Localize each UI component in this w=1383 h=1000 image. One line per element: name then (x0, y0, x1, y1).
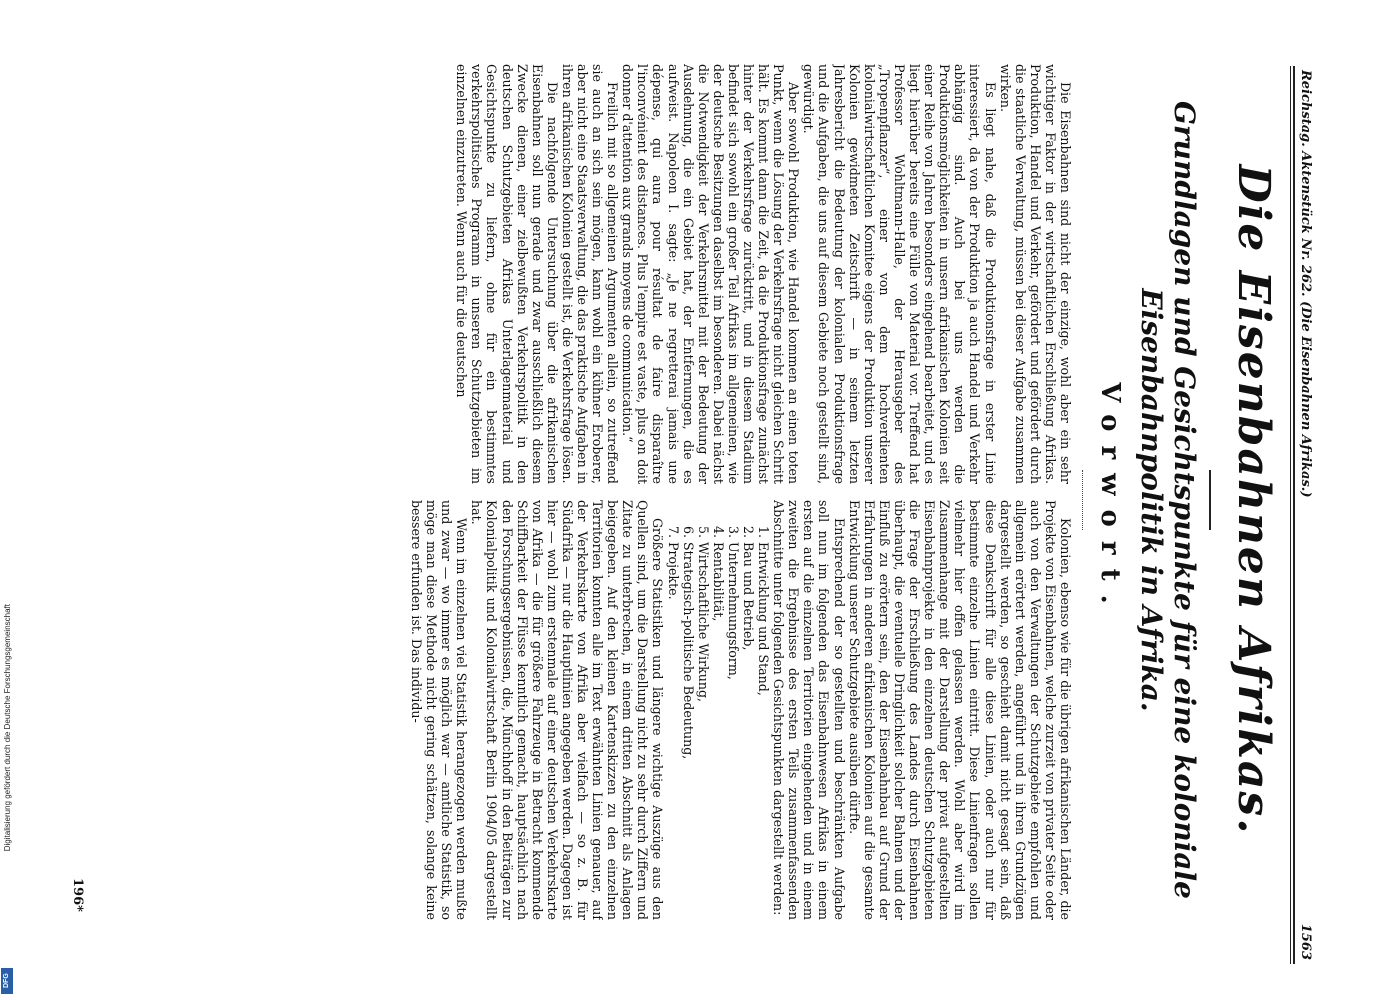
list-item: 3. Unternehmungsform, (726, 542, 741, 920)
paragraph: Wenn im einzelnen viel Statistik herangezogen werden mußte und zwar — wo immer es möglich war — amtliche Statistik, so möge man diese Methode nicht gering schätzen, solange keine bessere erfunden ist. Das individu- (408, 500, 470, 920)
section-divider (1082, 470, 1083, 530)
document-title: Die Eisenbahnen Afrikas. (1228, 164, 1279, 836)
document-subtitle: Grundlagen und Gesichtspunkte für eine koloniale Eisenbahnpolitik in Afrika. (1135, 101, 1201, 899)
header-rule (1293, 66, 1295, 964)
header-rule-thin (1290, 66, 1291, 964)
paragraph: Es liegt nahe, daß die Produktionsfrage in erster Linie interessiert, da von der Produktion ja auch Handel und Verkehr abhängig sind. Auch bei uns werden die Produktionsmöglichkeiten in unsern afrikanischen Kolonien seit einer Reihe von Jahren besonders eingehend bearbeitet, und es liegt hierüber bereits eine Fülle von Material vor. Treffend hat Professor Wohltmann-Halle, der Herausgeber des „Tropenpflanzer“, einer von dem hochverdienten kolonialwirtschaftlichen Komitee eigens der Produktion unserer Kolonien gewidmeten Zeitschrift — in seinem letzten Jahresbericht die Bedeutung der kolonialen Produktionsfrage und die Aufgaben, die uns auf diesem Gebiete noch gestellt sind, gewürdigt. (801, 64, 998, 484)
paragraph: Größere Statistiken und längere wichtige Auszüge aus den Quellen sind, um die Darstellung nicht zu sehr durch Ziffern und Zitate zu unterbrechen, in einem dritten Abschnitt als Anlagen beigegeben. Auf den kleinen Kartenskizzen zu den einzelnen Territorien konnten alle im Text erwähnten Linien genauer, auf der Verkehrskarte von Afrika aber vielfach — so z. B. für Südafrika — nur die Hauptlinien angegeben werden. Dagegen ist hier — wohl zum erstenmale auf einer deutschen Verkehrskarte von Afrika — die für größere Fahrzeuge in Betracht kommende Schiffbarkeit der Flüsse kenntlich gemacht, hauptsächlich nach den Forschungsergebnissen, die, Münchhoff in den Beiträgen zur Kolonialpolitik und Kolonialwirtschaft Berlin 1904/05 dargestellt hat. (469, 500, 666, 920)
paragraph: Die nachfolgende Untersuchung über die afrikanischen Eisenbahnen soll nun gerade und zwar ausschließlich diesem Zwecke dienen, einer zielbewußten Verkehrspolitik in den deutschen Schutzgebieten Afrikas Unterlagenmaterial und Gesichtspunkte zu liefern, ohne für ein bestimmtes verkehrspolitisches Programm in unseren Schutzgebieten im einzelnen einzutreten. Wenn auch für die deutschen (454, 64, 560, 484)
list-item: 2. Bau und Betrieb, (741, 542, 756, 920)
list-item: 5. Wirtschaftliche Wirkung, (696, 542, 711, 920)
list-item: 1. Entwicklung und Stand, (756, 542, 771, 920)
dfg-logo: DFG (1, 968, 13, 994)
paragraph: Entsprechend der so gestellten und beschränkten Aufgabe soll nun im folgenden das Eisenbahnwesen Afrikas in einem ersten auf die einzelnen Territorien eingehenden und in einem zweiten die Ergebnisse des ersten Teils zusammenfassenden Abschnitte unter folgenden Gesichtspunkten dargestellt werden: (771, 500, 847, 920)
paragraph: Aber sowohl Produktion, wie Handel kommen an einen toten Punkt, wenn die Lösung der Verkehrsfrage nicht gleichen Schritt hält. Es kommt dann die Zeit, da die Produktionsfrage zunächst hinter der Verkehrsfrage zurücktritt, und in diesem Stadium befindet sich sowohl ein großer Teil Afrikas im allgemeinen, wie der deutsche Besitzungen daselbst im besonderen. Dabei nächst die Notwendigkeit der Verkehrsmittel mit der Bedeutung der Ausdehnung, die ein Gebiet hat, der Entfernungen, die es aufweist. Napoleon I. sagte: „Je ne regretterai jamais une dépense, qui aura pour résultat de faire disparaître l'inconvénient des distances. Plus l'empire est vaste, plus on doit donner d'attention aux grands moyens de communication.“ (620, 64, 802, 484)
page-number: 1563 (1298, 923, 1313, 960)
funding-credit: Digitalisierung gefördert durch die Deutsche Forschungsgemeinschaft (3, 604, 12, 852)
text-column-right (53, 500, 1073, 920)
header-left-text: Reichstag. Aktenstück Nr. 262. (Die Eisenbahnen Afrikas.) (1298, 70, 1313, 498)
section-heading: Vorwort. (1095, 382, 1125, 618)
title-divider (1209, 470, 1211, 530)
paragraph: Kolonien, ebenso wie für die übrigen afrikanischen Länder, die Projekte von Eisenbahnen, welche zurzeit von privater Seite oder auch von den Verwaltungen der Schutzgebiete empfohlen und allgemein erörtert werden, angeführt und in ihren Grundzügen dargestellt werden, so geschieht damit nicht gesagt sein, daß diese Denkschrift für alle diese Linien, oder auch nur für bestimmte einzelne Linien eintritt. Diese Linienfragen sollen vielmehr hier offen gelassen werden. Wohl aber wird im Zusammenhange mit der Darstellung der privat aufgestellten Eisenbahnprojekte in den einzelnen deutschen Schutzgebieten die Frage der Erschließung des Landes durch Eisenbahnen überhaupt, die eventuelle Dringlichkeit solcher Bahnen und der Einfluß zu erörtern sein, den der Eisenbahnbau auf Grund der Erfahrungen in anderen afrikanischen Kolonien auf die gesamte Entwicklung unserer Schutzgebiete ausüben dürfte. (846, 500, 1073, 920)
aspect-list (665, 500, 771, 920)
paragraph: Die Eisenbahnen sind nicht der einzige, wohl aber ein sehr wichtiger Faktor in der wirtschaftlichen Erschließung Afrikas. Produktion, Handel und Verkehr, gefördert und gefördert durch die staatliche Verwaltung, müssen bei dieser Aufgabe zusammen wirken. (997, 64, 1073, 484)
paragraph: Freilich mit so allgemeinen Argumenten allein, so zutreffend sie auch an sich sein mögen, kann wohl ein kühner Eroberer, aber nicht eine Staatsverwaltung, die das praktische Aufgaben in ihren afrikanischen Kolonien gestellt ist, die Verkehrsfrage lösen. (559, 64, 621, 484)
list-item: 4. Rentabilität, (711, 542, 726, 920)
text-column-left (53, 64, 1073, 484)
list-item: 7. Projekte. (665, 542, 680, 920)
running-header (1298, 70, 1313, 960)
list-item: 6. Strategisch-politische Bedeutung, (681, 542, 696, 920)
folio-mark: 196* (70, 878, 85, 912)
digitization-sidebar (0, 0, 14, 1000)
